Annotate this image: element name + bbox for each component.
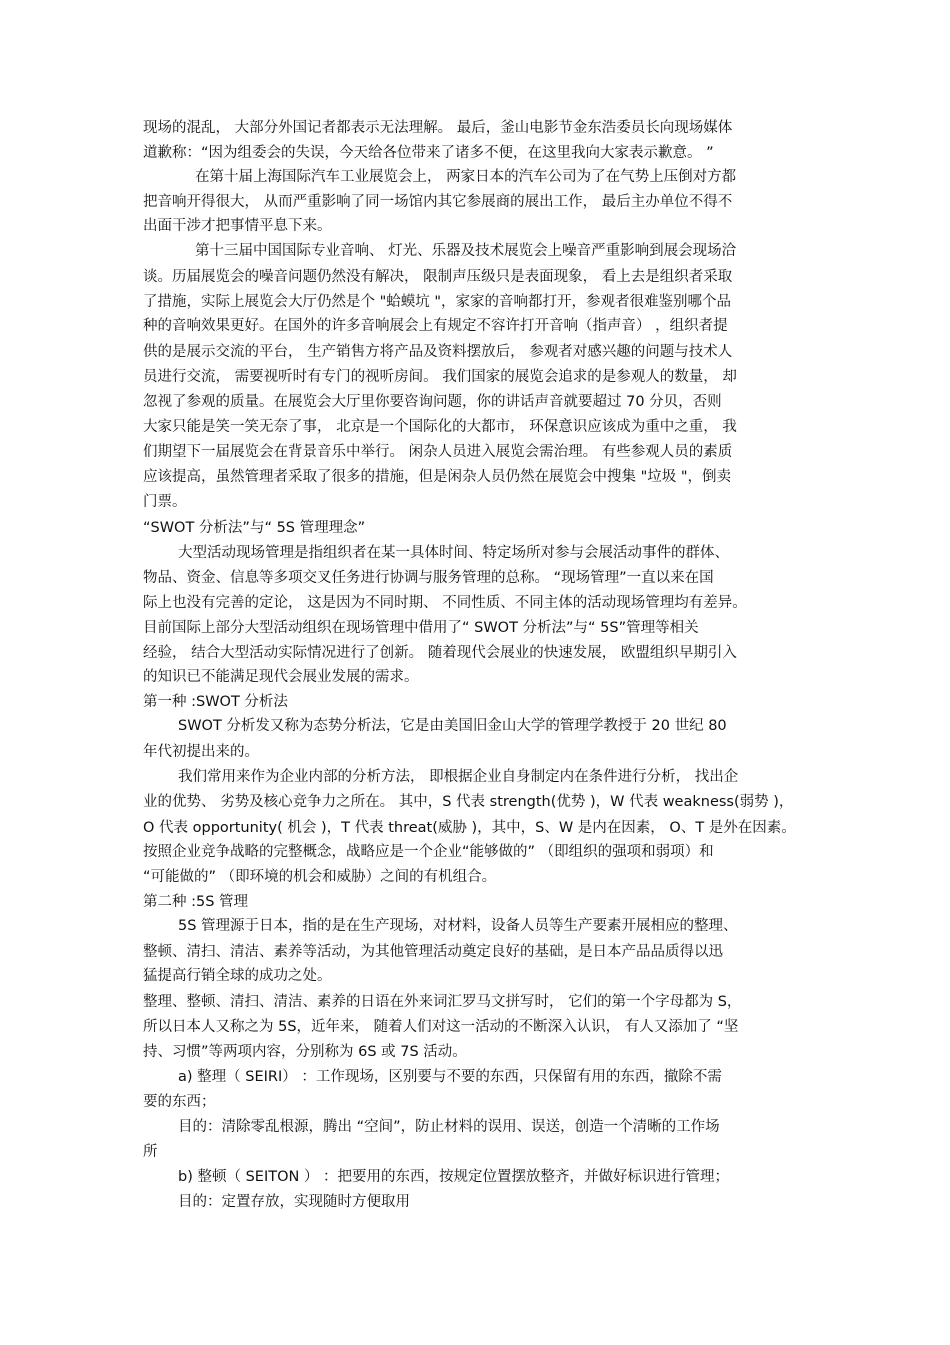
section-heading: 第二种 :5S 管理 [143, 894, 249, 910]
text-line: 目前国际上部分大型活动组织在现场管理中借用了“ SWOT 分析法”与“ 5S”管理等相关 [143, 620, 699, 636]
text-line: 5S 管理源于日本，指的是在生产现场，对材料，设备人员等生产要素开展相应的整理、 [178, 918, 738, 934]
text-line: 按照企业竞争战略的完整概念，战略应是一个企业“能够做的” （即组织的强项和弱项）和 [143, 844, 714, 860]
text-line: 门票。 [143, 494, 187, 510]
text-line: 整理、整顿、清扫、清洁、素养的日语在外来词汇罗马文拼写时， 它们的第一个字母都为 S， [143, 994, 742, 1010]
text-line: 出面干涉才把事情平息下来。 [143, 218, 332, 234]
section-heading: “SWOT 分析法”与“ 5S 管理理念” [143, 520, 366, 536]
text-line: 业的优势、 劣势及核心竞争力之所在。 其中，S 代表 strength(优势 )，W 代表 weakness(弱势 )， [143, 794, 794, 810]
text-line: 把音响开得很大， 从而严重影响了同一场馆内其它参展商的展出工作， 最后主办单位不得不 [143, 194, 733, 210]
text-line: 年代初提出来的。 [143, 744, 259, 760]
text-line: 现场的混乱， 大部分外国记者都表示无法理解。 最后，釜山电影节金东浩委员长向现场媒体 [143, 120, 733, 136]
section-heading: 第一种 :SWOT 分析法 [143, 694, 288, 710]
text-line: 的知识已不能满足现代会展业发展的需求。 [143, 669, 419, 685]
text-line: 忽视了参观的质量。在展览会大厅里你要咨询问题，你的讲话声音就要超过 70 分贝，否则 [143, 394, 722, 410]
text-line: 第十三届中国国际专业音响、 灯光、乐器及技术展览会上噪音严重影响到展会现场洽 [195, 243, 737, 259]
text-line: 我们常用来作为企业内部的分析方法， 即根据企业自身制定内在条件进行分析， 找出企 [178, 769, 739, 785]
text-line: 种的音响效果更好。在国外的许多音响展会上有规定不容许打开音响（指声音） ，组织者提 [143, 318, 728, 334]
text-line: 大型活动现场管理是指组织者在某一具体时间、特定场所对参与会展活动事件的群体、 [178, 545, 729, 561]
text-line: 际上也没有完善的定论， 这是因为不同时期、 不同性质、不同主体的活动现场管理均有差异。 [143, 595, 747, 611]
text-line: 经验， 结合大型活动实际情况进行了创新。 随着现代会展业的快速发展， 欧盟组织早期引入 [143, 645, 737, 661]
text-line: 整顿、清扫、清洁、素养等活动，为其他管理活动奠定良好的基础，是日本产品品质得以迅 [143, 944, 723, 960]
text-line: 们期望下一届展览会在背景音乐中举行。 闲杂人员进入展览会需治理。 有些参观人员的素质 [143, 444, 733, 460]
text-line: 所 [143, 1144, 158, 1160]
text-line: 谈。历届展览会的噪音问题仍然没有解决， 限制声压级只是表面现象， 看上去是组织者采取 [143, 269, 733, 285]
text-line: 目的：清除零乱根源，腾出 “空间”，防止材料的误用、误送，创造一个清晰的工作场 [178, 1119, 720, 1135]
text-line: “可能做的” （即环境的机会和威胁）之间的有机组合。 [143, 869, 497, 885]
text-line: 物品、资金、信息等多项交叉任务进行协调与服务管理的总称。 “现场管理”一直以来在国 [143, 570, 714, 586]
text-line: 在第十届上海国际汽车工业展览会上， 两家日本的汽车公司为了在气势上压倒对方都 [195, 169, 737, 185]
text-line: 持、习惯”等两项内容，分别称为 6S 或 7S 活动。 [143, 1044, 467, 1060]
text-line: 应该提高，虽然管理者采取了很多的措施，但是闲杂人员仍然在展览会中搜集 "垃圾 "，倒卖 [143, 469, 732, 485]
list-item: b) 整顿（ SEITON ） ：把要用的东西，按规定位置摆放整齐，并做好标识进行管理； [178, 1169, 730, 1185]
text-line: 了措施，实际上展览会大厅仍然是个 "蛤蟆坑 "，家家的音响都打开，参观者很难鉴别哪个品 [143, 294, 732, 310]
text-line: 员进行交流， 需要视听时有专门的视听房间。 我们国家的展览会追求的是参观人的数量， 却 [143, 369, 737, 385]
text-line: O 代表 opportunity( 机会 )，T 代表 threat(威胁 )，其中，S、W 是内在因素， O、T 是外在因素。 [143, 820, 796, 836]
list-item: a) 整理（ SEIRI） ：工作现场，区别要与不要的东西，只保留有用的东西，撤除不需 [178, 1069, 722, 1085]
text-line: SWOT 分析发又称为态势分析法，它是由美国旧金山大学的管理学教授于 20 世纪 80 [178, 718, 727, 734]
text-line: 目的：定置存放，实现随时方便取用 [178, 1194, 410, 1210]
text-line: 大家只能是笑一笑无奈了事， 北京是一个国际化的大都市， 环保意识应该成为重中之重， 我 [143, 419, 737, 435]
text-line: 供的是展示交流的平台， 生产销售方将产品及资料摆放后， 参观者对感兴趣的问题与技术人 [143, 344, 733, 360]
text-line: 所以日本人又称之为 5S，近年来， 随着人们对这一活动的不断深入认识， 有人又添加了 “坚 [143, 1019, 739, 1035]
text-line: 猛提高行销全球的成功之处。 [143, 968, 332, 984]
text-line: 要的东西； [143, 1094, 216, 1110]
text-line: 道歉称：“因为组委会的失误，今天给各位带来了诸多不便，在这里我向大家表示歉意。 ” [143, 145, 714, 161]
